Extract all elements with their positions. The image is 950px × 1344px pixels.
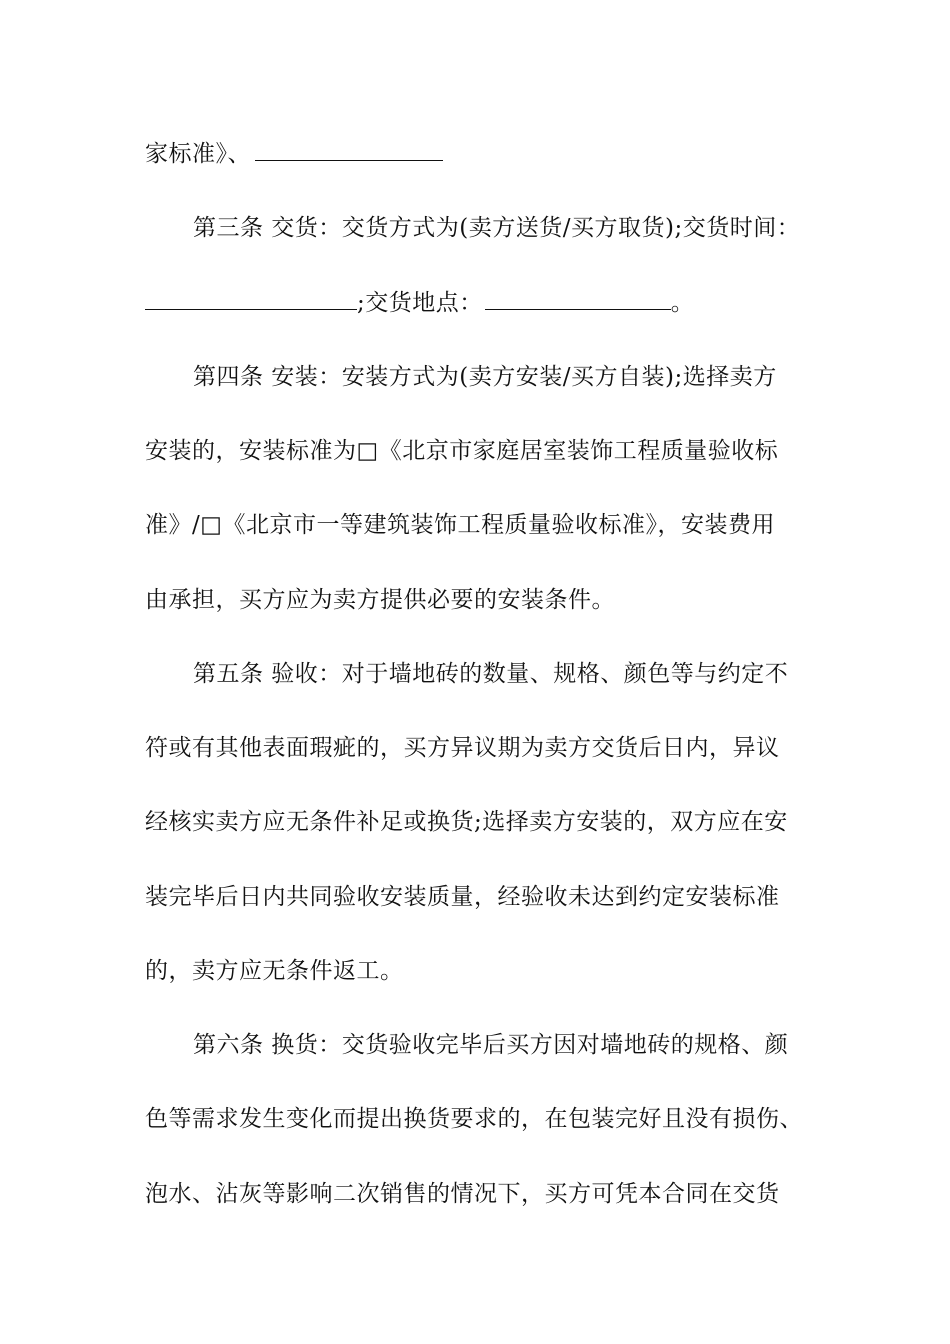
line-text: 的，卖方应无条件返工。 — [145, 958, 404, 984]
line-text: 泡水、沾灰等影响二次销售的情况下，买方可凭本合同在交货 — [145, 1181, 780, 1207]
text-line-11 — [145, 877, 825, 917]
paragraph-article-5 — [193, 654, 873, 694]
text-line-7 — [145, 580, 825, 620]
text-line-10 — [145, 802, 825, 842]
text-line-15 — [145, 1174, 825, 1214]
line-text: 准》/□《北京市一等建筑装饰工程质量验收标准》，安装费用 — [145, 512, 775, 538]
line-text: 安装的，安装标准为□《北京市家庭居室装饰工程质量验收标 — [145, 438, 779, 464]
line-text: 第三条 交货：交货方式为(卖方送货/买方取货);交货时间： — [193, 215, 801, 241]
line-text: 第四条 安装：安装方式为(卖方安装/买方自装);选择卖方 — [193, 364, 777, 390]
line-text: 色等需求发生变化而提出换货要求的，在包装完好且没有损伤、 — [145, 1106, 803, 1132]
paragraph-article-3 — [193, 208, 873, 248]
line-text: 经核实卖方应无条件补足或换货;选择卖方安装的，双方应在安 — [145, 809, 788, 835]
text-line-9 — [145, 728, 825, 768]
text-line-12 — [145, 951, 825, 991]
line-text: 符或有其他表面瑕疵的，买方异议期为卖方交货后日内，异议 — [145, 735, 780, 761]
text-line-14 — [145, 1099, 825, 1139]
fill-in-blank-delivery-time[interactable] — [145, 285, 357, 310]
line-text: 家标准》、 — [145, 141, 251, 167]
fill-in-blank-delivery-place[interactable] — [485, 285, 671, 310]
line-text: 装完毕后日内共同验收安装质量，经验收未达到约定安装标准 — [145, 884, 780, 910]
fill-in-blank[interactable] — [255, 136, 443, 161]
text-line-5 — [145, 431, 825, 471]
line-text: 第六条 换货：交货验收完毕后买方因对墙地砖的规格、颜 — [193, 1032, 789, 1058]
text-line-1 — [145, 134, 825, 174]
line-text: 第五条 验收：对于墙地砖的数量、规格、颜色等与约定不 — [193, 661, 789, 687]
line-text: ;交货地点： — [357, 290, 483, 316]
line-text: 。 — [670, 290, 695, 316]
text-line-3 — [145, 283, 825, 323]
paragraph-article-6 — [193, 1025, 873, 1065]
paragraph-article-4 — [193, 357, 873, 397]
line-text: 由承担，买方应为卖方提供必要的安装条件。 — [145, 587, 615, 613]
text-line-6 — [145, 505, 825, 545]
